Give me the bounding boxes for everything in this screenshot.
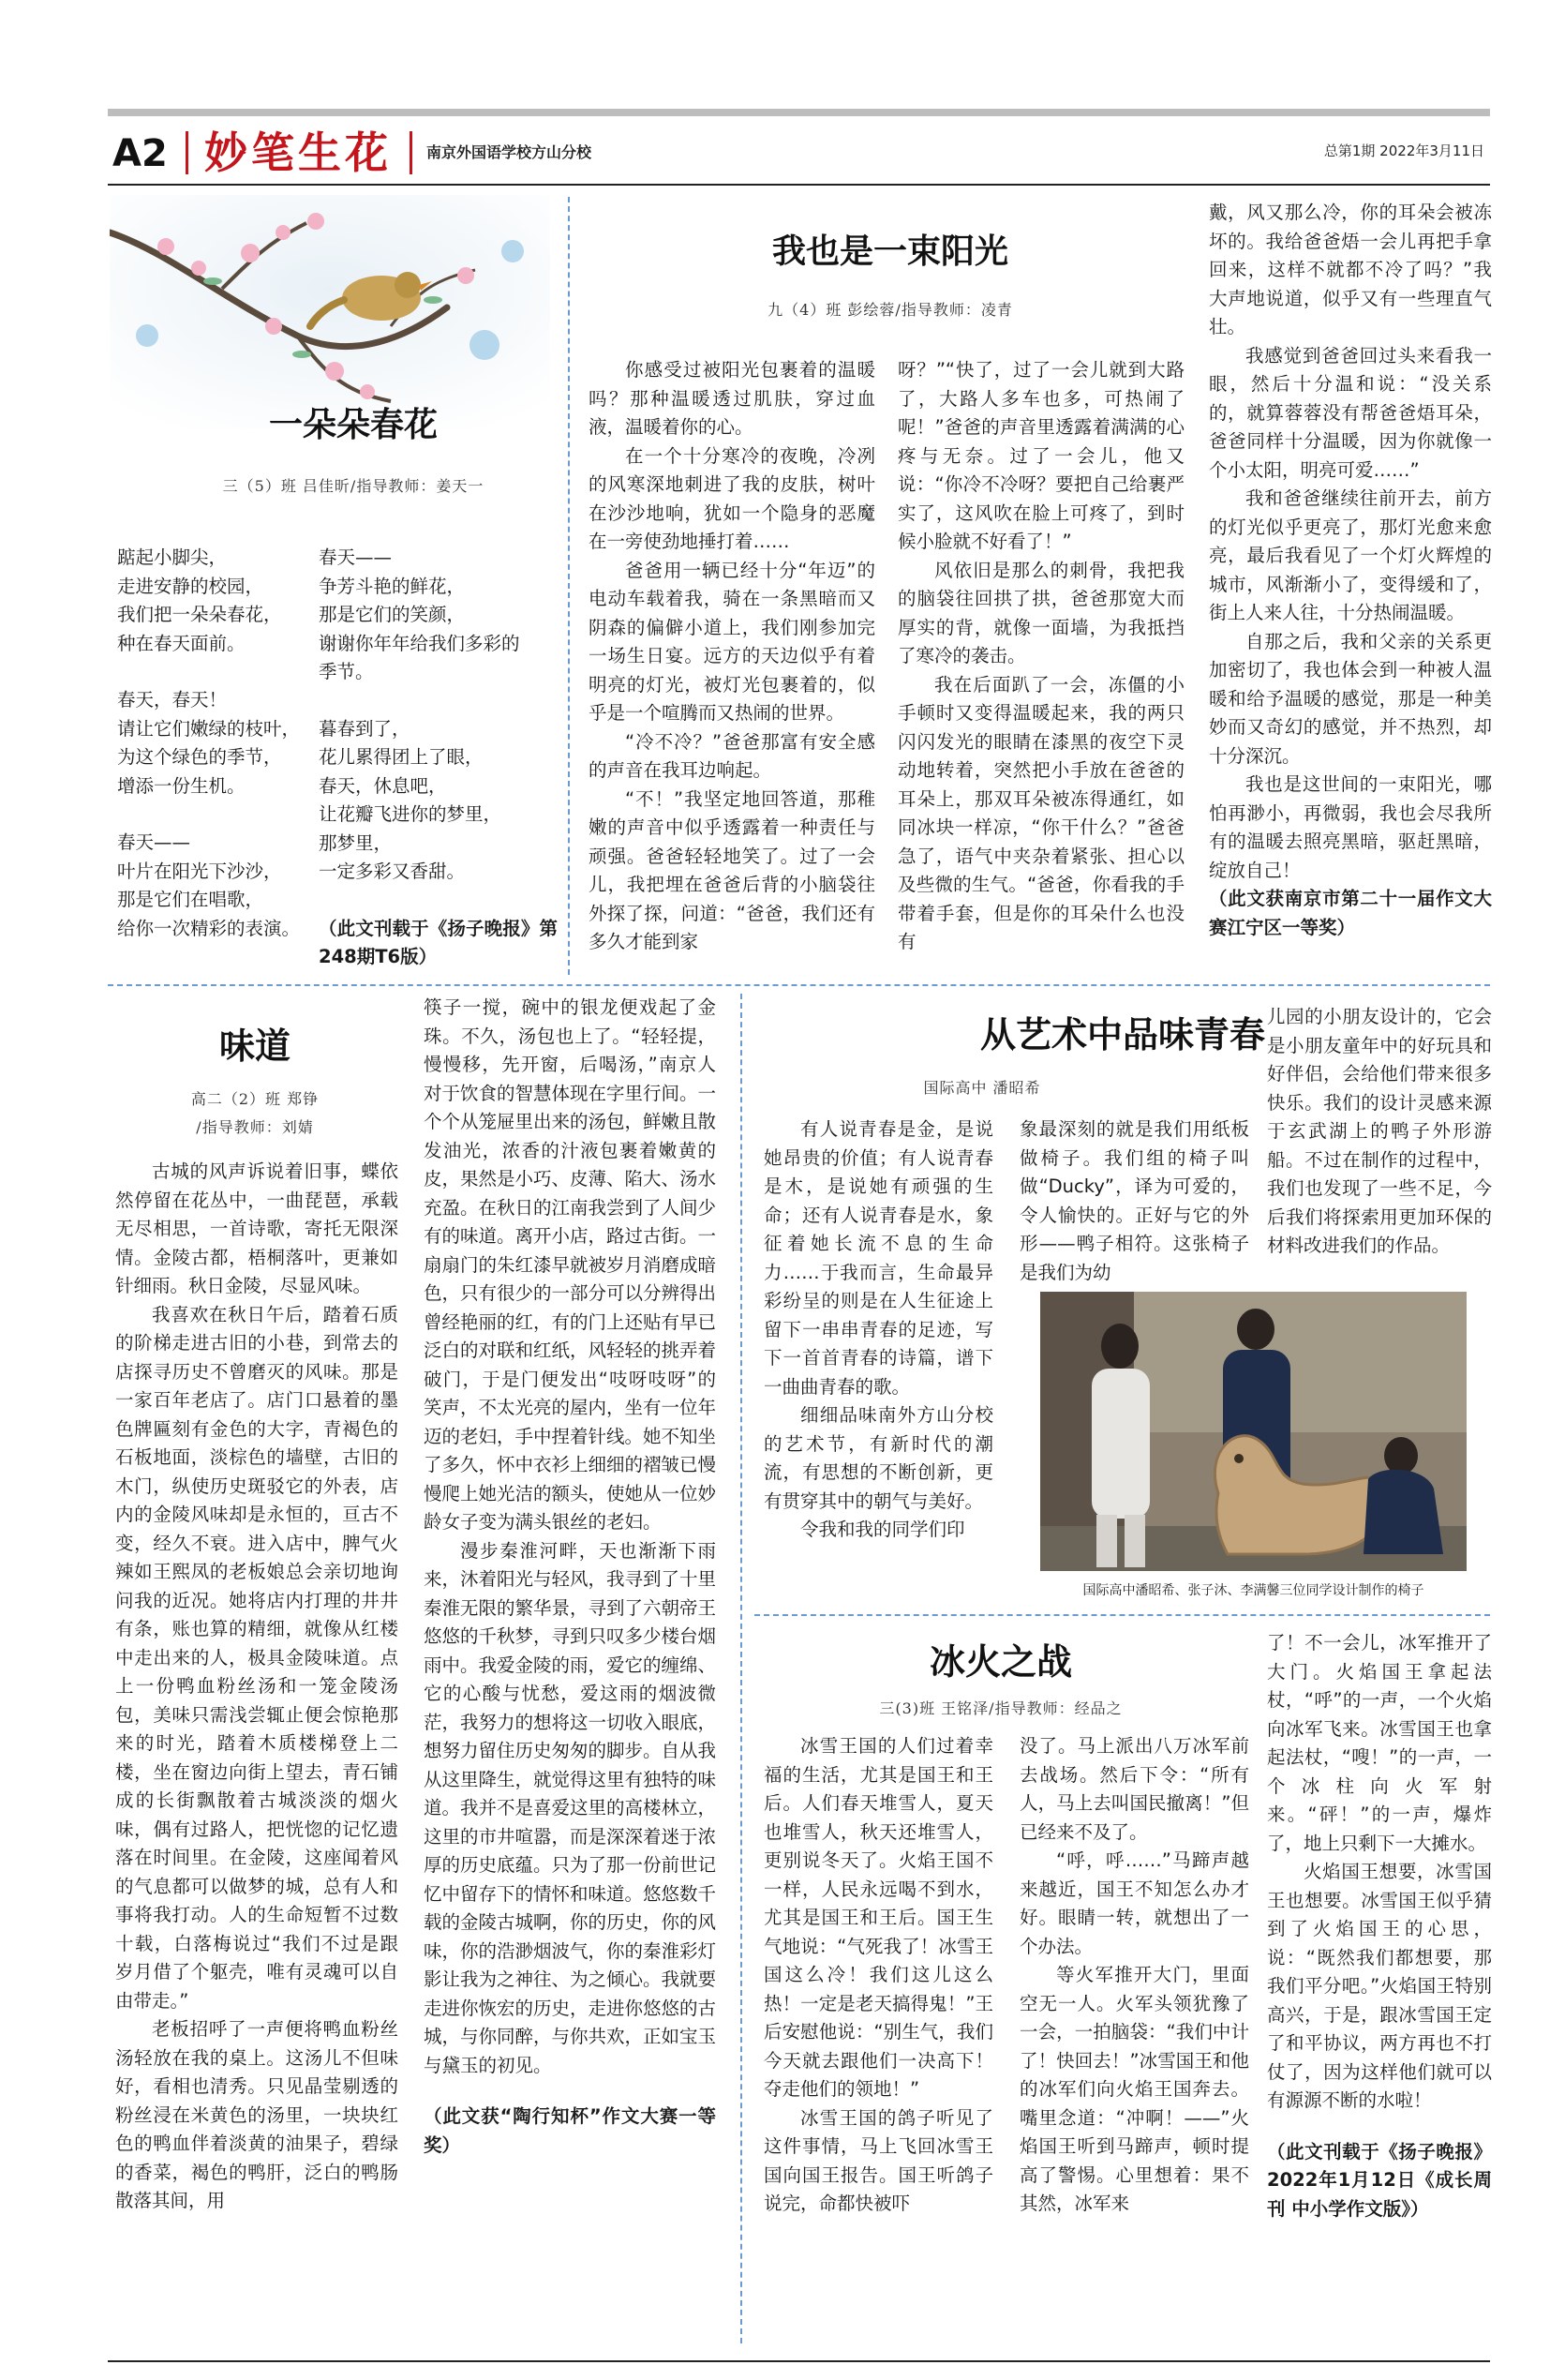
paragraph: 漫步秦淮河畔，天也渐渐下雨来，沐着阳光与轻风，我寻到了十里秦淮无限的繁华景，寻到了六朝帝王悠悠的千秋梦，寻到只叹多少楼台烟雨中。我爱金陵的雨，爱它的缠绵、它的心酸与忧愁，爱这雨的烟波微茫，我努力的想将这一切收入眼底，想努力留住历史匆匆的脚步。自从我从这里降生，就觉得这里有独特的味道。我并不是喜爱这里的高楼林立，这里的市井喧嚣，而是深深着迷于浓厚的历史底蕴。只为了那一份前世记忆中留存下的情怀和味道。悠悠数千载的金陵古城啊，你的历史，你的风味，你的浩渺烟波气，你的秦淮彩灯影让我为之神往、为之倾心。我就要走进你恢宏的历史，走进你悠悠的古城，与你同醉，与你共欢，正如宝玉与黛玉的初见。 <box>424 1539 717 2076</box>
poem-line: 叶片在阳光下沙沙， <box>117 860 282 882</box>
poem-line: 花儿累得团上了眼， <box>319 746 484 768</box>
masthead-divider <box>186 131 188 174</box>
taste-byline: 高二（2）班 郑铮 <box>190 1090 320 1108</box>
school-name: 南京外国语学校方山分校 <box>426 143 592 161</box>
poem-line: 谢谢你年年给我们多彩的 <box>319 632 520 654</box>
row-divider <box>108 984 1490 986</box>
war-title: 冰火之战 <box>929 1640 1072 1683</box>
paragraph: 自那之后，我和父亲的关系更加密切了，我也体会到一种被人温暖和给予温暖的感觉，那是一种美妙而又奇幻的感觉，并不热烈，却十分深沉。 <box>1209 630 1492 767</box>
duck-chair-photo <box>1040 1292 1467 1571</box>
paragraph: “不！”我坚定地回答道，那稚嫩的声音中似乎透露着一种责任与顽强。爸爸轻轻地笑了。过了一会儿，我把埋在爸爸后背的小脑袋往外探了探，问道：“爸爸，我们还有多久才能到家 <box>589 787 875 952</box>
paragraph: “冷不冷？”爸爸那富有安全感的声音在我耳边响起。 <box>589 730 875 781</box>
paragraph: 我感觉到爸爸回过头来看我一眼，然后十分温和说：“没关系的，就算蓉蓉没有帮爸爸焐耳朵，爸爸同样十分温暖，因为你就像一个小太阳，明亮可爱……” <box>1209 344 1492 481</box>
paragraph: 冰雪王国的人们过着幸福的生活，尤其是国王和王后。人们春天堆雪人，夏天也堆雪人，秋天还堆雪人，更别说冬天了。火焰王国不一样，人民永远喝不到水，尤其是国王和王后。国王生气地说：“气死我了！冰雪王国这么冷！我们这儿这么热！一定是老天搞得鬼！”王后安慰他说：“别生气，我们今天就去跟他们一决高下！夺走他们的领地！” <box>764 1735 993 2100</box>
paragraph: 你感受过被阳光包裹着的温暖吗？那种温暖透过肌肤，穿过血液，温暖着你的心。 <box>589 359 875 438</box>
paragraph: 在一个十分寒冷的夜晚，冷冽的风寒深地刺进了我的皮肤，树叶在沙沙地响，犹如一个隐身的恶魔在一旁使劲地捶打着…… <box>589 444 875 552</box>
poem-byline: 三（5）班 吕佳昕/指导教师：姜天一 <box>222 477 484 495</box>
war-column-2 <box>1020 1732 1249 2219</box>
publication-note: （此文获南京市第二十一届作文大赛江宁区一等奖） <box>1209 888 1492 938</box>
poem-line: 那是它们的笑颜， <box>319 604 466 625</box>
paragraph: 筷子一搅，碗中的银龙便戏起了金珠。不久，汤包也上了。“轻轻提，慢慢移，先开窗，后喝汤，”南京人对于饮食的智慧体现在字里行间。一个个从笼屉里出来的汤包，鲜嫩且散发油光，浓香的汁液包裹着嫩黄的皮，果然是小巧、皮薄、陷大、汤水充盈。在秋日的江南我尝到了人间少有的味道。离开小店，路过古街。一扇扇门的朱红漆早就被岁月消磨成暗色，只有很少的一部分可以分辨得出曾经艳丽的红，有的门上还贴有早已泛白的对联和红纸，风轻轻的挑弄着破门，于是门便发出“吱呀吱呀”的笑声，不太光亮的屋内，坐有一位年迈的老妇，手中捏着针线。她不知坐了多久，怀中衣衫上细细的褶皱已慢慢爬上她光洁的额头，使她从一位妙龄女子变为满头银丝的老妇。 <box>424 996 717 1533</box>
poem-line: 让花瓣飞进你的梦里， <box>319 803 502 825</box>
poem-stanza <box>117 829 309 943</box>
publication-note: （此文获“陶行知杯”作文大赛一等奖） <box>424 2105 716 2156</box>
sun-column-3 <box>1209 199 1492 942</box>
paragraph: 火焰国王想要，冰雪国王也想要。冰雪国王似乎猜到了火焰国王的心思，说：“既然我们都想要，那我们平分吧。”火焰国王特别高兴，于是，跟冰雪国王定了和平协议，两方再也不打仗了，因为这样他们就可以有源源不断的水啦！ <box>1267 1861 1492 2111</box>
paragraph: 戴，风又那么冷，你的耳朵会被冻坏的。我给爸爸焐一会儿再把手拿回来，这样不就都不冷了吗？”我大声地说道，似乎又有一些理直气壮。 <box>1209 202 1492 337</box>
paragraph: 风依旧是那么的刺骨，我把我的脑袋往回拱了拱，爸爸那宽大而厚实的背，就像一面墙，为我抵挡了寒冷的袭击。 <box>898 559 1185 666</box>
poem-line: 春天—— <box>117 831 191 853</box>
poem-line: 我们把一朵朵春花， <box>117 604 282 625</box>
poem-stanza <box>319 544 558 687</box>
spring-branch-illustration <box>110 195 550 429</box>
poem-line: 一定多彩又香甜。 <box>319 861 466 882</box>
paragraph: 呀？”“快了，过了一会儿就到大路了，大路人多车也多，可热闹了呢！”爸爸的声音里透露着满满的心疼与无奈。过了一会儿，他又说：“你冷不冷呀？要把自己给裹严实了，这风吹在脸上可疼了，到时候小脸就不好看了！” <box>898 359 1185 552</box>
poem-line: 给你一次精彩的表演。 <box>117 917 301 939</box>
art-column-3 <box>1267 1003 1492 1261</box>
paragraph: 了！不一会儿，冰军推开了大门。火焰国王拿起法杖，“呼”的一声，一个火焰向冰军飞来。冰雪国王也拿起法杖，“嗖！”的一声，一个冰柱向火军射来。“砰！”的一声，爆炸了，地上只剩下一大摊水。 <box>1267 1632 1492 1854</box>
paragraph: “呼，呼……”马蹄声越来越近，国王不知怎么办才好。眼睛一转，就想出了一个办法。 <box>1020 1849 1249 1957</box>
paragraph: 古城的风声诉说着旧事，蝶依然停留在花丛中，一曲琵琶，承载无尽相思，一首诗歌，寄托无限深情。金陵古都，梧桐落叶，更兼如针细雨。秋日金陵，尽显风味。 <box>115 1160 398 1296</box>
taste-column-1 <box>115 1158 398 2216</box>
paragraph: 冰雪王国的鸽子听见了这件事情，马上飞回冰雪王国向国王报告。国王听鸽子说完，命都快被吓 <box>764 2106 993 2214</box>
photo-caption: 国际高中潘昭希、张子沐、李满馨三位同学设计制作的椅子 <box>1082 1583 1424 1598</box>
paragraph: 老板招呼了一声便将鸭血粉丝汤轻放在我的桌上。这汤儿不但味好，看相也清秀。只见晶莹剔透的粉丝浸在米黄色的汤里，一块块红色的鸭血伴着淡黄的油果子，碧绿的香菜，褐色的鸭肝，泛白的鸭肠散落其间，用 <box>115 2018 398 2211</box>
art-byline: 国际高中 潘昭希 <box>923 1079 1041 1097</box>
section-title: 妙笔生花 <box>204 127 392 178</box>
paragraph: 令我和我的同学们印 <box>800 1519 965 1540</box>
paragraph: 我和爸爸继续往前开去，前方的灯光似乎更亮了，那灯光愈来愈亮，最后我看见了一个灯火辉煌的城市，风渐渐小了，变得缓和了，街上人来人往，十分热闹温暖。 <box>1209 487 1492 623</box>
poem-line: 争芳斗艳的鲜花， <box>319 575 466 597</box>
masthead-rule <box>108 184 1490 186</box>
poem-line: 踮起小脚尖， <box>117 546 228 568</box>
poem-publication-note: （此文刊载于《扬子晚报》第248期T6版） <box>319 917 558 967</box>
poem-line: 春天，休息吧， <box>319 774 447 797</box>
poem-stanza <box>117 686 309 801</box>
paragraph: 细细品味南外方山分校的艺术节，有新时代的潮流，有思想的不断创新，更有贯穿其中的朝气与美好。 <box>764 1404 993 1512</box>
section-number: A2 <box>112 132 168 175</box>
poem-line: 种在春天面前。 <box>117 632 246 654</box>
paragraph: 爸爸用一辆已经十分“年迈”的电动车载着我，骑在一条黑暗而又阴森的偏僻小道上，我们刚参加完一场生日宴。远方的天边似乎有着明亮的灯光，被灯光包裹着的，似乎是一个喧腾而又热闹的世界。 <box>589 559 875 724</box>
paragraph: 我在后面趴了一会，冻僵的小手顿时又变得温暖起来，我的两只闪闪发光的眼睛在漆黑的夜空下灵动地转着，突然把小手放在爸爸的耳朵上，那双耳朵被冻得通红，如同冰块一样凉，“你干什么？”爸爸急了，语气中夹杂着紧张、担心以及些微的生气。“爸爸，你看我的手带着手套，但是你的耳朵什么也没有 <box>898 673 1185 952</box>
paragraph: 有人说青春是金，是说她昂贵的价值；有人说青春是木，是说她有顽强的生命；还有人说青春是水，象征着她长流不息的生命力……于我而言，生命最异彩纷呈的则是在人生征途上留下一串串青春的足迹，写下一首首青春的诗篇，谱下一曲曲青春的歌。 <box>764 1118 993 1398</box>
poem-line: 为这个绿色的季节， <box>117 746 282 768</box>
poem-left-column <box>117 544 309 971</box>
bottom-rule <box>108 2360 1490 2362</box>
paragraph: 我也是这世间的一束阳光，哪怕再渺小，再微弱，我也会尽我所有的温暖去照亮黑暗，驱赶黑暗，绽放自己！ <box>1209 773 1492 881</box>
taste-column-2 <box>424 994 716 2160</box>
paragraph: 我喜欢在秋日午后，踏着石质的阶梯走进古旧的小巷，到常去的店探寻历史不曾磨灭的风味。那是一家百年老店了。店门口悬着的墨色牌匾刻有金色的大字，青褐色的石板地面，淡棕色的墙壁，古旧的木门，纵使历史斑驳它的外表，店内的金陵风味却是永恒的，亘古不变，经久不衰。进入店中，脾气火辣如王熙凤的老板娘总会亲切地询问我的近况。她将店内打理的井井有条，账也算的精细，就像从红楼中走出来的人，极具金陵味道。点上一份鸭血粉丝汤和一笼金陵汤包，美味只需浅尝辄止便会惊艳那来的时光，踏着木质楼梯登上二楼，坐在窗边向街上望去，青石铺成的长街飘散着古城淡淡的烟火味，偶有过路人，把恍惚的记忆遗落在时间里。在金陵，这座闻着风的气息都可以做梦的城，总有人和事将我打动。人的生命短暂不过数十载，白落梅说过“我们不过是跟岁月借了个躯壳，唯有灵魂可以自由带走。” <box>115 1303 398 2012</box>
sun-title: 我也是一束阳光 <box>771 232 1008 271</box>
poem-stanza <box>117 544 309 658</box>
top-rule <box>108 109 1490 116</box>
masthead-divider <box>410 131 412 174</box>
poem-line: 那是它们在唱歌， <box>117 889 264 910</box>
poem-title: 一朵朵春花 <box>268 405 438 444</box>
paragraph: 等火军推开大门，里面空无一人。火军头领犹豫了一会，一拍脑袋：“我们中计了！快回去！”冰雪国王和他的冰军们向火焰王国奔去。嘴里念道：“冲啊！——”火焰国王听到马蹄声，顿时提高了警惕。心里想着：果不其然，冰军来 <box>1020 1964 1249 2214</box>
sun-column-2 <box>898 356 1185 957</box>
row-divider <box>754 1614 1490 1616</box>
publication-note: （此文刊载于《扬子晚报》2022年1月12日《成长周刊 中小学作文版》） <box>1267 2140 1492 2220</box>
war-column-1 <box>764 1732 993 2219</box>
poem-right-column <box>319 544 558 972</box>
column-divider <box>740 994 742 2343</box>
paragraph: 儿园的小朋友设计的，它会是小朋友童年中的好玩具和好伴侣，会给他们带来很多快乐。我们的设计灵感来源于玄武湖上的鸭子外形游船。不过在制作的过程中，我们也发现了一些不足，今后我们将探索用更加环保的材料改进我们的作品。 <box>1267 1006 1492 1256</box>
art-column-1 <box>764 1115 993 1545</box>
sun-byline: 九（4）班 彭绘蓉/指导教师：凌青 <box>768 301 1013 319</box>
poem-line: 走进安静的校园， <box>117 575 264 597</box>
column-divider <box>568 197 570 975</box>
poem-line: 增添一份生机。 <box>117 774 246 797</box>
paragraph: 象最深刻的就是我们用纸板做椅子。我们组的椅子叫做“Ducky”，译为可爱的，令人愉快的。正好与它的外形——鸭子相符。这张椅子是我们为幼 <box>1020 1118 1249 1283</box>
art-title: 从艺术中品味青春 <box>979 1013 1265 1055</box>
taste-byline-teacher: /指导教师：刘婧 <box>196 1118 314 1136</box>
poem-line: 季节。 <box>319 661 374 682</box>
poem-stanza <box>319 715 558 887</box>
sun-column-1 <box>589 356 875 957</box>
poem-line: 春天，春天！ <box>117 689 228 711</box>
issue-date: 总第1期 2022年3月11日 <box>1323 142 1484 159</box>
paragraph: 没了。马上派出八万冰军前去战场。然后下令：“所有人，马上去叫国民撤离！”但已经来不及了。 <box>1020 1735 1249 1843</box>
war-column-3 <box>1267 1629 1492 2223</box>
taste-title: 味道 <box>218 1025 291 1067</box>
art-column-2 <box>1020 1115 1249 1287</box>
war-byline: 三(3)班 王铭泽/指导教师：经品之 <box>879 1699 1123 1717</box>
poem-line: 那梦里， <box>319 831 393 854</box>
poem-line: 请让它们嫩绿的枝叶， <box>117 717 301 740</box>
poem-line: 春天—— <box>319 546 393 568</box>
poem-line: 暮春到了， <box>319 717 410 740</box>
